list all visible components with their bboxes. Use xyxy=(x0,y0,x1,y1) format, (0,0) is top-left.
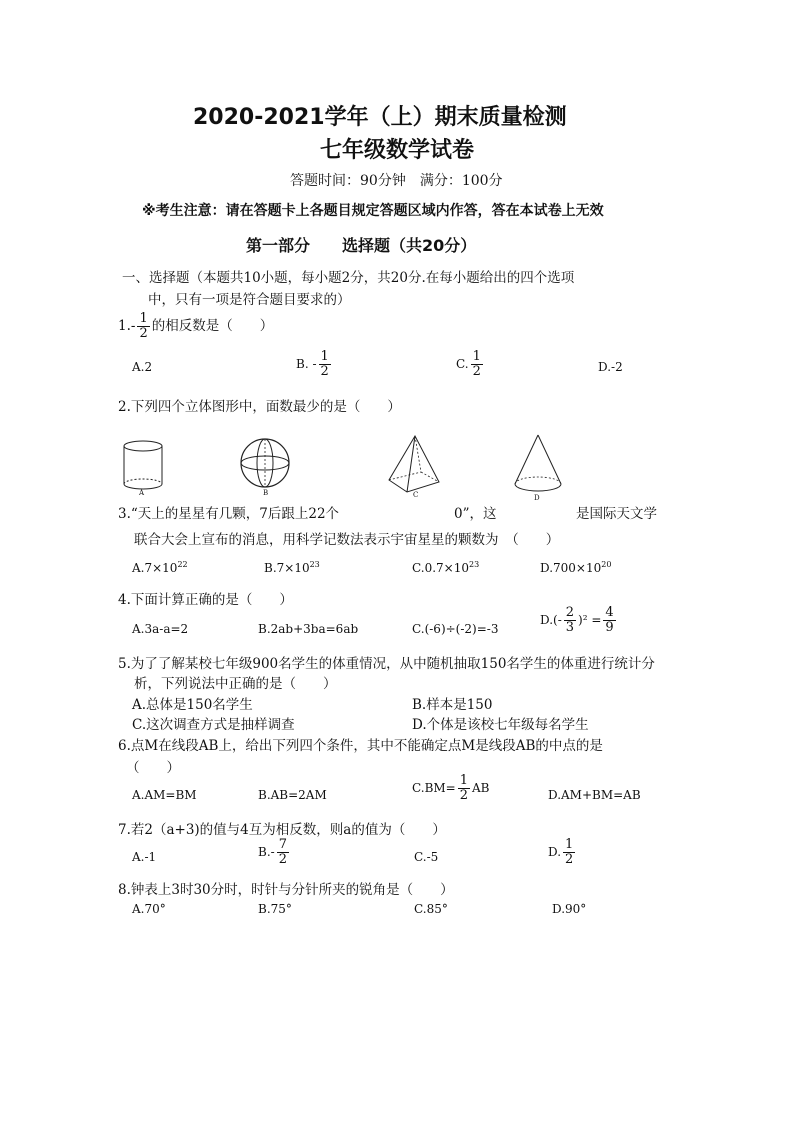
figure-sphere xyxy=(238,436,292,492)
q8-option-d: D.90° xyxy=(552,902,587,916)
q1-b-neg: - xyxy=(312,357,317,371)
q4-option-a: A.3a-a=2 xyxy=(132,622,189,636)
question-4-stem: 4.下面计算正确的是（ ） xyxy=(118,592,293,608)
q3-d-exp: 20 xyxy=(601,560,612,569)
q4-d-rden: 9 xyxy=(605,620,614,635)
q1-prefix: 1. xyxy=(118,318,131,334)
q3-c-base: C.0.7×10 xyxy=(412,561,469,575)
q8-option-c: C.85° xyxy=(414,902,448,916)
q7-d-num: 1 xyxy=(565,837,574,852)
q1-option-b xyxy=(296,350,333,379)
question-7-stem: 7.若2（a+3)的值与4互为相反数，则a的值为（ ） xyxy=(118,822,446,838)
q4-option-b: B.2ab+3ba=6ab xyxy=(258,622,359,636)
q3-option-d xyxy=(540,560,611,575)
figure-cone xyxy=(510,432,566,496)
figure-label-b: B xyxy=(263,489,269,497)
q3-line1-b: 0”，这 xyxy=(454,506,497,522)
q3-option-b xyxy=(264,560,320,575)
q4-d-prefix: D.(- xyxy=(540,613,562,627)
q5-option-b: B.样本是150 xyxy=(412,697,493,713)
q1-c-fraction xyxy=(471,350,483,379)
part-title: 第一部分 选择题（共20分） xyxy=(246,236,477,255)
q7-d-den: 2 xyxy=(565,852,574,867)
exam-title: 2020-2021学年（上）期末质量检测 xyxy=(193,105,567,130)
figure-label-d: D xyxy=(534,494,540,502)
q3-b-base: B.7×10 xyxy=(264,561,310,575)
figure-label-c: C xyxy=(413,491,419,499)
q7-option-d xyxy=(548,838,577,867)
q6-option-d: D.AM+BM=AB xyxy=(548,788,641,802)
q7-option-c: C.-5 xyxy=(414,850,439,864)
q8-option-b: B.75° xyxy=(258,902,292,916)
q1-c-prefix: C. xyxy=(456,357,469,371)
question-2-stem: 2.下列四个立体图形中，面数最少的是（ ） xyxy=(118,399,401,415)
q1-c-num: 1 xyxy=(472,349,481,364)
q4-option-c: C.(-6)÷(-2)=-3 xyxy=(412,622,499,636)
q4-d-frac xyxy=(564,606,576,635)
q4-d-rfrac xyxy=(603,606,615,635)
q5-option-c: C.这次调查方式是抽样调查 xyxy=(132,717,295,733)
figure-pyramid xyxy=(385,432,445,496)
q5-option-d: D.个体是该校七年级每名学生 xyxy=(412,717,589,733)
q3-line1-a: 3.“天上的星星有几颗，7后跟上22个 xyxy=(118,506,340,522)
q7-option-a: A.-1 xyxy=(132,850,157,864)
section-intro-line2: 中，只有一项是符合题目要求的） xyxy=(148,292,351,308)
q1-fraction xyxy=(137,312,149,341)
q3-line1-c: 是国际天文学 xyxy=(576,506,657,522)
question-8-stem: 8.钟表上3时30分时，时针与分针所夹的锐角是（ ） xyxy=(118,882,454,898)
q6-c-frac xyxy=(458,774,470,803)
q6-option-b: B.AB=2AM xyxy=(258,788,327,802)
q6-option-a: A.AM=BM xyxy=(132,788,197,802)
q1-neg: - xyxy=(130,318,136,334)
q1-b-den: 2 xyxy=(320,364,329,379)
q5-line1: 5.为了了解某校七年级900名学生的体重情况，从中随机抽取150名学生的体重进行统计分 xyxy=(118,656,655,672)
q5-line2: 析，下列说法中正确的是（ ） xyxy=(134,676,337,692)
q7-d-frac xyxy=(563,838,575,867)
q4-option-d xyxy=(540,606,618,635)
q4-d-den: 3 xyxy=(565,620,575,635)
q6-c-post: AB xyxy=(472,781,490,795)
q3-option-c xyxy=(412,560,479,575)
q3-d-base: D.700×10 xyxy=(540,561,602,575)
q7-b-den: 2 xyxy=(278,852,287,867)
q1-c-den: 2 xyxy=(472,364,481,379)
q6-c-den: 2 xyxy=(459,788,469,803)
q1-option-c xyxy=(456,350,485,379)
exam-subtitle: 七年级数学试卷 xyxy=(320,138,475,163)
q1-frac-num: 1 xyxy=(139,311,148,326)
q8-option-a: A.70° xyxy=(132,902,166,916)
q7-b-frac xyxy=(277,838,289,867)
q3-a-base: A.7×10 xyxy=(132,561,178,575)
q7-b-num: 7 xyxy=(278,837,287,852)
exam-notice: ※考生注意：请在答题卡上各题目规定答题区域内作答，答在本试卷上无效 xyxy=(142,203,604,219)
q7-option-b xyxy=(258,838,291,867)
section-intro-line1: 一、选择题（本题共10小题，每小题2分，共20分.在每小题给出的四个选项 xyxy=(122,270,575,286)
q4-d-num: 2 xyxy=(565,605,575,620)
q7-b-prefix: B.- xyxy=(258,845,275,859)
q4-d-mid: )² = xyxy=(578,613,602,627)
q1-frac-den: 2 xyxy=(139,326,148,341)
exam-meta: 答题时间：90分钟 满分：100分 xyxy=(290,173,503,189)
q1-option-a: A.2 xyxy=(132,360,153,374)
q3-c-exp: 23 xyxy=(468,560,480,569)
q6-line2: （ ） xyxy=(126,760,180,776)
q1-option-d: D.-2 xyxy=(598,360,623,374)
q3-a-exp: 22 xyxy=(177,560,188,569)
q6-line1: 6.点M在线段AB上，给出下列四个条件，其中不能确定点M是线段AB的中点的是 xyxy=(118,738,603,754)
question-1-stem xyxy=(118,312,273,341)
q1-suffix: 的相反数是（ ） xyxy=(151,318,274,334)
q1-b-num: 1 xyxy=(320,349,329,364)
q6-c-num: 1 xyxy=(459,773,469,788)
figure-label-a: A xyxy=(139,489,145,497)
q7-d-prefix: D. xyxy=(548,845,562,859)
q4-d-rnum: 4 xyxy=(605,605,614,620)
q6-option-c xyxy=(412,774,490,803)
q6-c-prefix: C.BM= xyxy=(412,781,456,795)
q3-b-exp: 23 xyxy=(309,560,320,569)
q3-line2: 联合大会上宣布的消息，用科学记数法表示宇宙星星的颗数为 （ ） xyxy=(134,532,560,548)
q1-b-fraction xyxy=(319,350,331,379)
q5-option-a: A.总体是150名学生 xyxy=(132,697,253,713)
q3-option-a xyxy=(132,560,188,575)
q1-b-prefix: B. xyxy=(296,357,309,371)
